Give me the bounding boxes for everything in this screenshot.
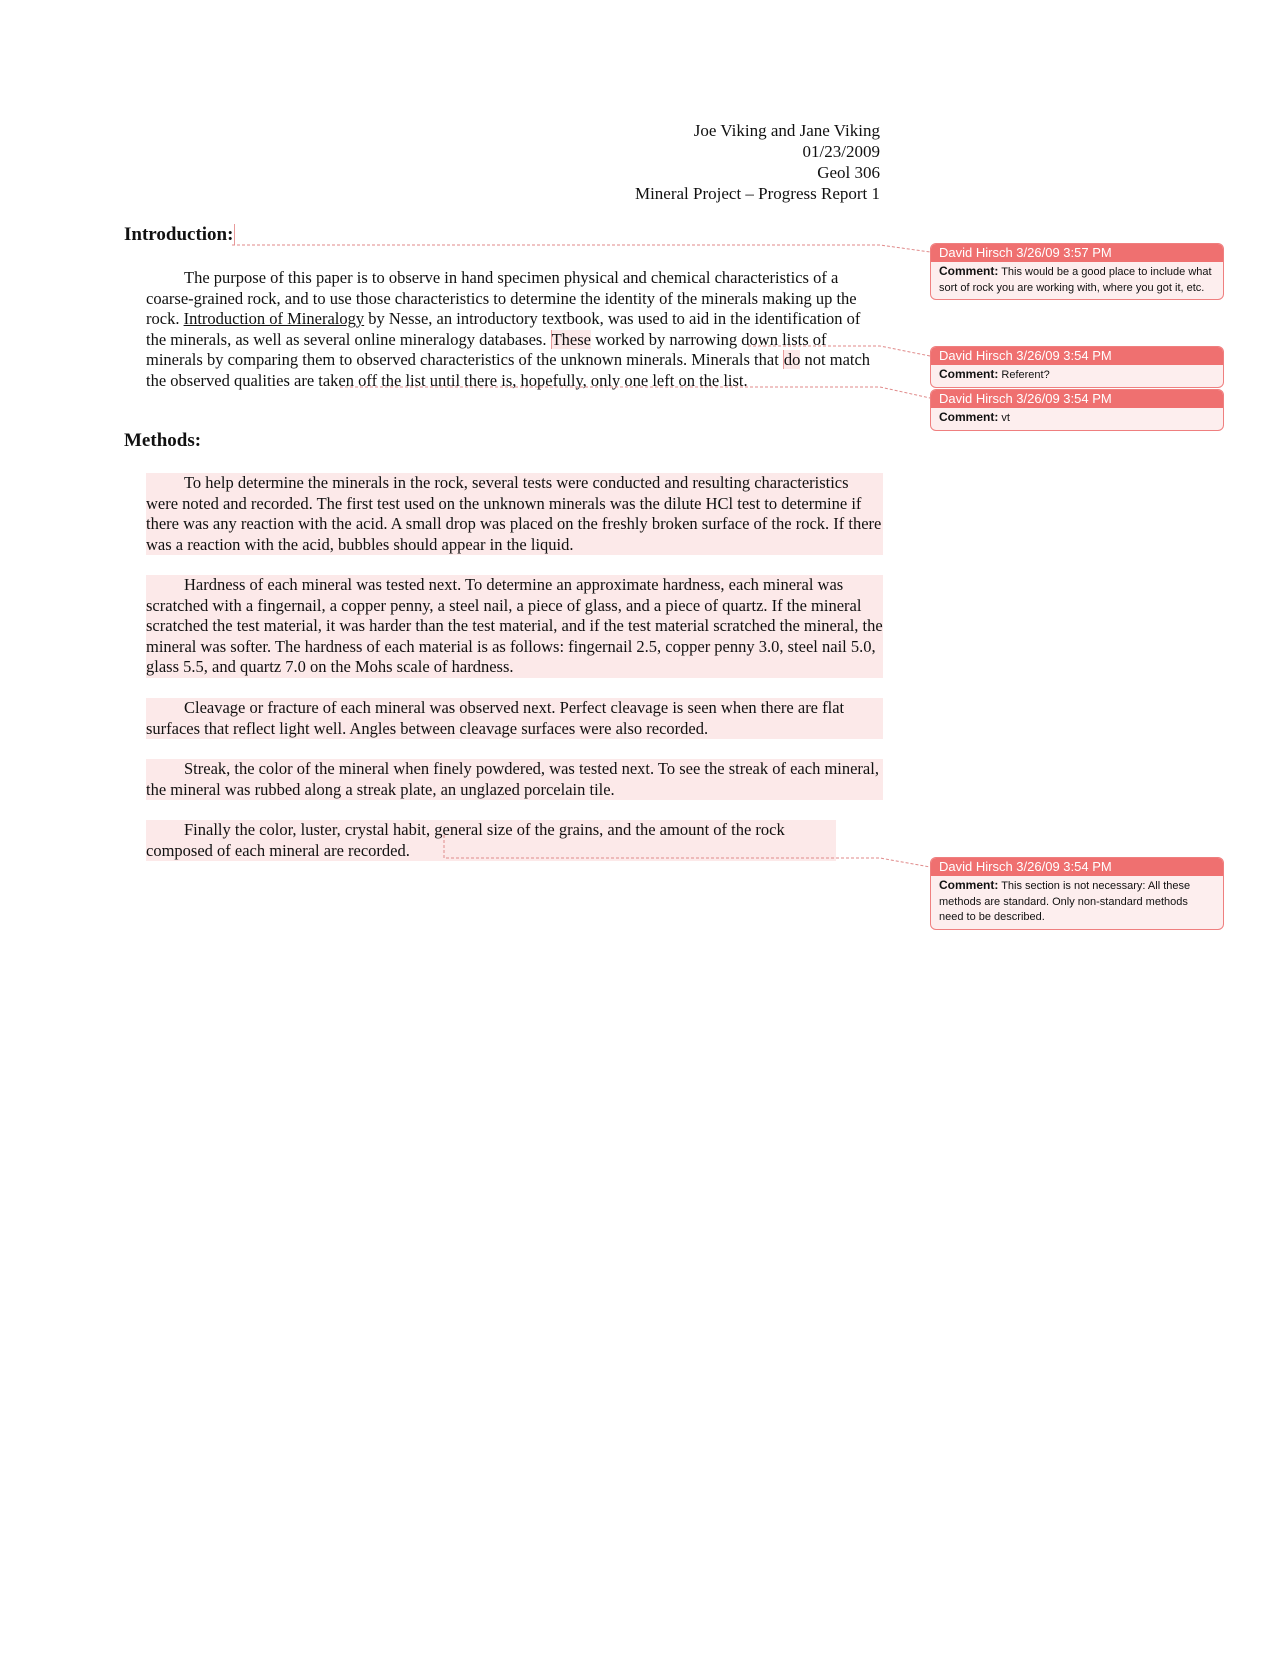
comment-author: David Hirsch 3/26/09 3:57 PM (931, 244, 1223, 262)
methods-heading-text: Methods: (124, 430, 202, 451)
methods-paragraph-acid: To help determine the minerals in the rock, several tests were conducted and resulting characteristics were noted and recorded. The first test used on the unknown minerals was the dilute HCl test to determine if there was any reaction with the acid. A small drop was placed on the freshly broken surface of the rock. If there was a reaction with the acid, bubbles should appear in the liquid. (146, 473, 882, 554)
comment-text: This would be a good place to include what sort of rock you are working with, where you got it, etc. (939, 266, 1212, 294)
comment-anchor-these[interactable]: These (551, 329, 591, 349)
comment-author: David Hirsch 3/26/09 3:54 PM (931, 347, 1223, 365)
comment-body (931, 365, 1223, 387)
methods-paragraph-hardness: Hardness of each mineral was tested next. To determine an approximate hardness, each mineral was scratched with a fingernail, a copper penny, a steel nail, a piece of glass, and a piece of quartz. If the mineral scratched the test material, it was harder than the test material, and if the test material scratched the mineral, the mineral was softer. The hardness of each material is as follows: fingernail 2.5, copper penny 3.0, steel nail 5.0, glass 5.5, and quartz 7.0 on the Mohs scale of hardness. (146, 575, 883, 676)
comment-author: David Hirsch 3/26/09 3:54 PM (931, 858, 1223, 876)
header-date: 01/23/2009 (802, 142, 880, 161)
comment-label: Comment: (939, 410, 999, 424)
methods-paragraph-finally: Finally the color, luster, crystal habit, general size of the grains, and the amount of the rock composed of each mineral are recorded. (146, 820, 836, 861)
book-title: Introduction of Mineralogy (183, 309, 365, 328)
comment-text: Referent? (998, 369, 1050, 381)
comment-balloon-1[interactable] (930, 243, 1224, 300)
header-authors: Joe Viking and Jane Viking (693, 121, 880, 140)
comment-body (931, 876, 1223, 929)
intro-text-3: worked by narrowing down lists of minerals by comparing them to observed characteristics of the unknown minerals. Minerals that (146, 329, 827, 369)
intro-text-4: not match the observed qualities are taken off the list until there is, hopefully, only one left on the list. (146, 350, 871, 390)
comment-text: vt (998, 412, 1010, 424)
comment-balloon-2[interactable] (930, 346, 1224, 388)
comment-text: This section is not necessary: All these methods are standard. Only non-standard methods need to be described. (939, 880, 1191, 923)
comment-body (931, 408, 1223, 430)
comment-balloon-4[interactable] (930, 857, 1224, 930)
intro-text-2: by Nesse, an introductory textbook, was used to aid in the identification of the minerals, as well as several online mineralogy databases. (146, 309, 861, 349)
methods-paragraph-streak: Streak, the color of the mineral when finely powdered, was tested next. To see the streak of each mineral, the mineral was rubbed along a streak plate, an unglazed porcelain tile. (146, 759, 883, 800)
comment-author: David Hirsch 3/26/09 3:54 PM (931, 390, 1223, 408)
comment-anchor-do[interactable]: do (783, 350, 801, 369)
header-course: Geol 306 (817, 163, 880, 182)
comment-label: Comment: (939, 367, 999, 381)
comment-balloon-3[interactable] (930, 389, 1224, 431)
header-title: Mineral Project – Progress Report 1 (634, 184, 880, 203)
comment-body (931, 262, 1223, 299)
intro-text-1: The purpose of this paper is to observe in hand specimen physical and chemical characteristics of a coarse-grained rock, and to use those characteristics to determine the identity of the minerals making up the rock. (146, 268, 857, 328)
comment-label: Comment: (939, 878, 999, 892)
intro-heading-text: Introduction: (124, 224, 234, 245)
comment-label: Comment: (939, 264, 999, 278)
methods-paragraph-cleavage: Cleavage or fracture of each mineral was observed next. Perfect cleavage is seen when there are flat surfaces that reflect light well. Angles between cleavage surfaces were also recorded. (146, 698, 883, 739)
